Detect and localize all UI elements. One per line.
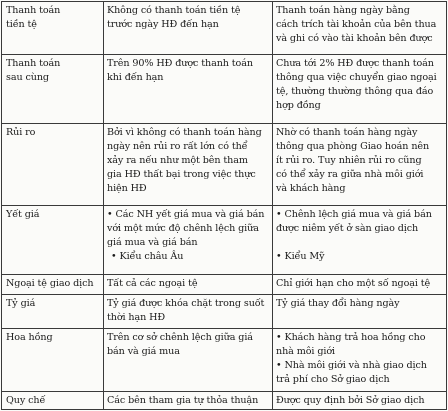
bullet-item: • Chênh lệch giá mua và giá bán	[276, 209, 432, 220]
bullet-item: • Kiểu châu Âu	[111, 251, 184, 262]
cell-text: xảy ra nếu như một bên tham	[107, 155, 248, 166]
cell-text: thông qua việc chuyển giao ngoại	[276, 72, 437, 83]
cell-text: và khách hàng	[276, 183, 346, 194]
cell-text: trước ngày HĐ đến hạn	[107, 19, 219, 30]
forward-cell	[104, 206, 273, 275]
cell-text: Được quy định bởi Sở giao dịch	[276, 395, 425, 406]
table-row	[2, 275, 447, 295]
cell-text: Thanh toán hàng ngày bằng	[276, 5, 410, 16]
cell-text: với một mức độ chênh lệch giữa	[107, 223, 259, 234]
cell-text: giá mua và giá bán	[107, 237, 198, 248]
cell-text: ít rủi ro. Tuy nhiên rủi ro cũng	[276, 155, 422, 166]
futures-cell	[273, 329, 447, 392]
cell-text: Trên cơ sở chênh lệch giữa giá	[107, 332, 253, 343]
cell-text: Tất cả các ngoại tệ	[107, 278, 198, 289]
cell-text: thông qua phòng Giao hoán nên	[276, 141, 430, 152]
row-label-cell	[2, 392, 104, 410]
cell-text: bán và giá mua	[107, 346, 180, 357]
cell-text	[276, 236, 443, 250]
row-label-text: Yết giá	[6, 209, 40, 220]
table-row	[2, 392, 447, 410]
futures-cell	[273, 124, 447, 206]
cell-text: hiện HĐ	[107, 183, 147, 194]
cell-text: Không có thanh toán tiền tệ	[107, 5, 241, 16]
row-label-cell	[2, 55, 104, 124]
cell-text: ngày nên rủi ro rất lớn có thể	[107, 141, 248, 152]
futures-cell	[273, 392, 447, 410]
table-row	[2, 124, 447, 206]
comparison-table	[1, 1, 447, 410]
row-label-text: Thanh toán	[6, 5, 61, 16]
cell-text: và ghi có vào tài khoản bên được	[276, 33, 433, 44]
forward-cell	[104, 124, 273, 206]
row-label-text: Thanh toán	[6, 58, 61, 69]
cell-text: Nhờ có thanh toán hàng ngày	[276, 127, 418, 138]
cell-text: hợp đồng	[276, 100, 321, 111]
bullet-item: • Các NH yết giá mua và giá bán	[107, 209, 265, 220]
row-label-cell	[2, 124, 104, 206]
row-label-cell	[2, 206, 104, 275]
row-label-text: Tỷ giá	[6, 298, 36, 309]
cell-text: Tỷ giá thay đổi hàng ngày	[276, 298, 400, 309]
cell-text: cách trích tài khoản của bên thua	[276, 19, 437, 30]
row-label-text: tiền tệ	[6, 19, 37, 30]
row-label-text: Quy chế	[6, 395, 46, 406]
row-label-cell	[2, 295, 104, 329]
forward-cell	[104, 2, 273, 55]
cell-text: khi đến hạn	[107, 72, 164, 83]
row-label-text: Rủi ro	[6, 127, 36, 138]
table-row	[2, 206, 447, 275]
table-row	[2, 55, 447, 124]
row-label-text: Ngoại tệ giao dịch	[6, 278, 94, 289]
cell-text: Các bên tham gia tự thỏa thuận	[107, 395, 259, 406]
cell-text: Trên 90% HĐ được thanh toán	[107, 58, 253, 69]
table-row	[2, 295, 447, 329]
bullet-item: • Kiểu Mỹ	[276, 251, 325, 262]
cell-text: gia HĐ thất bại trong việc thực	[107, 169, 256, 180]
bullet-item: • Khách hàng trả hoa hồng cho	[276, 332, 426, 343]
forward-cell	[104, 275, 273, 295]
cell-text: Chưa tới 2% HĐ được thanh toán	[276, 58, 434, 69]
forward-cell	[104, 392, 273, 410]
forward-cell	[104, 55, 273, 124]
cell-text: tệ, thường thường thông qua đáo	[276, 86, 434, 97]
cell-text: được niêm yết ở sàn giao dịch	[276, 223, 419, 234]
table-row	[2, 2, 447, 55]
cell-text: nhà môi giới	[276, 346, 335, 357]
bullet-item: • Nhà môi giới và nhà giao dịch	[276, 360, 427, 371]
forward-cell	[104, 295, 273, 329]
cell-text: Bởi vì không có thanh toán hàng	[107, 127, 262, 138]
forward-cell	[104, 329, 273, 392]
futures-cell	[273, 2, 447, 55]
row-label-cell	[2, 2, 104, 55]
row-label-text: Hoa hồng	[6, 332, 53, 343]
futures-cell	[273, 206, 447, 275]
futures-cell	[273, 55, 447, 124]
row-label-text: sau cùng	[6, 72, 49, 83]
row-label-cell	[2, 275, 104, 295]
cell-text: Tỷ giá được khóa chặt trong suốt	[107, 298, 265, 309]
cell-text: trả phí cho Sở giao dịch	[276, 374, 390, 385]
cell-text: Chỉ giới hạn cho một số ngoại tệ	[276, 278, 431, 289]
cell-text: có thể xảy ra giữa nhà môi giới	[276, 169, 424, 180]
cell-text: thời hạn HĐ	[107, 312, 166, 323]
table-row	[2, 329, 447, 392]
futures-cell	[273, 295, 447, 329]
futures-cell	[273, 275, 447, 295]
row-label-cell	[2, 329, 104, 392]
